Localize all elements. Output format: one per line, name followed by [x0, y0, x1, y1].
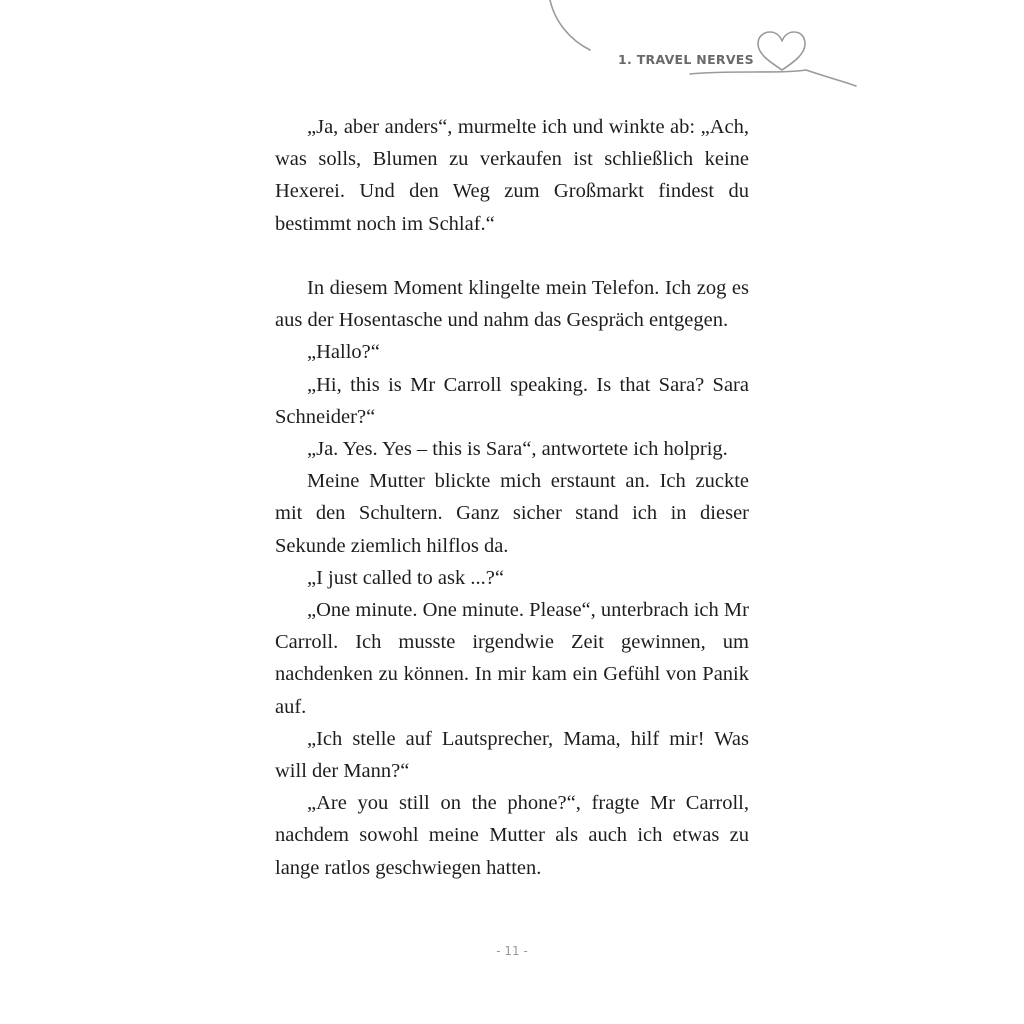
paragraph: „I just called to ask ...?“: [307, 566, 504, 589]
body-text: [275, 111, 749, 884]
paragraph: „Ich stelle auf Lautsprecher, Mama, hilf mir! Was will der Mann?“: [275, 727, 749, 783]
paragraph: In diesem Moment klingelte mein Telefon. Ich zog es aus der Hosentasche und nahm das Gespräch entgegen.: [275, 277, 749, 332]
paragraph: „Hi, this is Mr Carroll speaking. Is that Sara? Sara Schneider?“: [275, 373, 749, 428]
page-number: - 11 -: [496, 944, 528, 958]
paragraph-gap: [275, 240, 749, 272]
paragraph: „Are you still on the phone?“, fragte Mr Carroll, nachdem sowohl meine Mutter als auch ich etwas zu lange ratlos geschwiegen hatten.: [275, 792, 749, 879]
decorative-swirl-line: [0, 0, 1024, 120]
chapter-title: 1. TRAVEL NERVES: [618, 52, 754, 67]
paragraph: „One minute. One minute. Please“, unterbrach ich Mr Carroll. Ich musste irgendwie Zeit gewinnen, um nachdenken zu können. In mir kam ein Gefühl von Panik auf.: [275, 599, 749, 718]
paragraph: „Hallo?“: [307, 341, 380, 364]
paragraph: „Ja, aber anders“, murmelte ich und winkte ab: „Ach, was solls, Blumen zu verkaufen ist schließlich keine Hexerei. Und den Weg zum Großmarkt findest du bestimmt noch im Schlaf.“: [275, 116, 749, 235]
paragraph: „Ja. Yes. Yes – this is Sara“, antwortete ich holprig.: [307, 438, 728, 461]
paragraph: Meine Mutter blickte mich erstaunt an. Ich zuckte mit den Schultern. Ganz sicher stand ich in dieser Sekunde ziemlich hilflos da.: [275, 470, 749, 557]
heart-outline-icon: [758, 32, 805, 70]
